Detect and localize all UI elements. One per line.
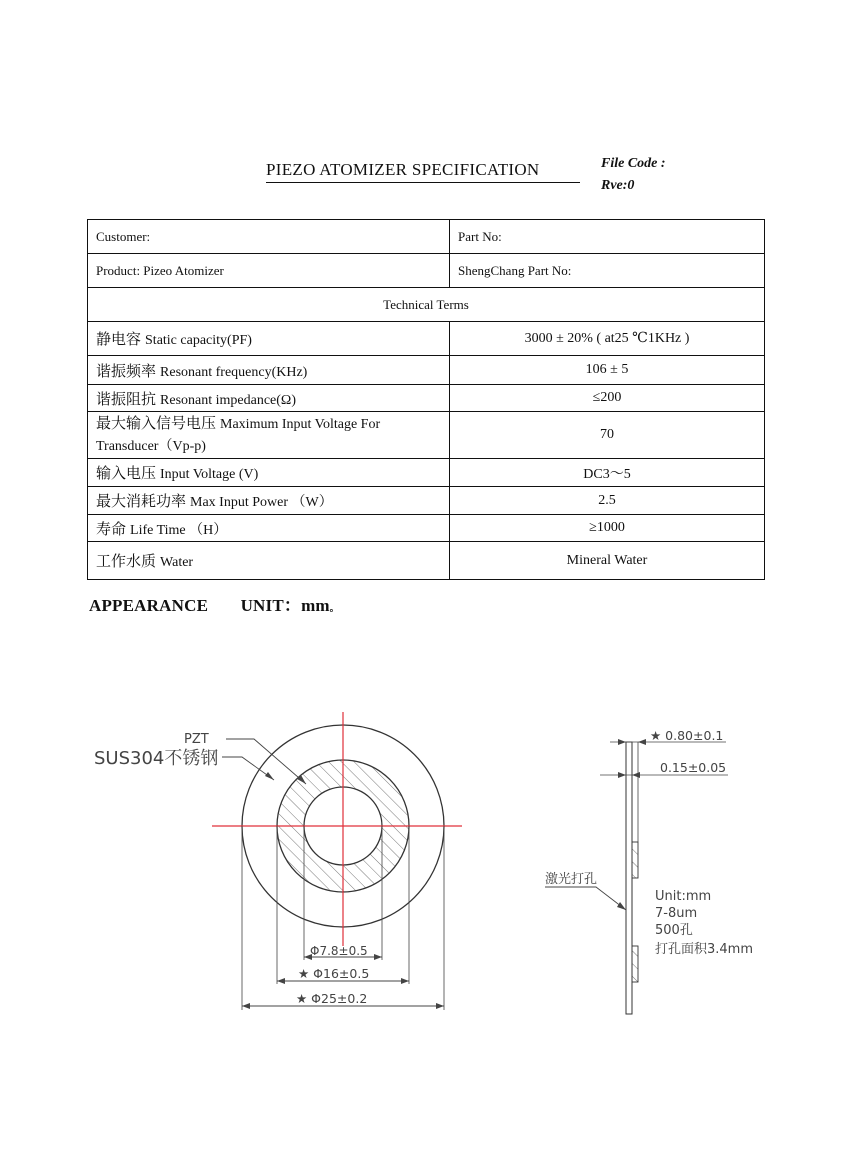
spec-label-en: Life Time （H） [130,522,228,538]
spec-label [88,487,450,515]
technical-terms-header: Technical Terms [88,288,765,322]
spec-label-cn: 静电容 [96,330,142,348]
dimension-mid-text: ★ Φ16±0.5 [298,966,370,981]
spec-label [88,412,450,459]
spec-label-cn: 最大输入信号电压 [96,414,217,432]
pzt-label: PZT [184,732,209,747]
part-no-cell: Part No: [450,220,765,254]
spec-label [88,385,450,412]
document-title: PIEZO ATOMIZER SPECIFICATION [266,160,580,183]
spec-row [88,356,765,385]
unit-label: UNIT：mm [240,596,330,615]
note-size: 7-8um [655,906,698,921]
spec-label-en: Resonant frequency(KHz) [160,364,308,380]
revision-label: Rve:0 [601,178,635,193]
dimension-inner-text: Φ7.8±0.5 [310,944,368,958]
appearance-label: APPEARANCE [89,596,209,615]
file-code-block [601,153,666,197]
appearance-heading [89,591,339,616]
front-view [94,712,462,1010]
appearance-drawing [0,690,850,1030]
thickness-plate-text: 0.15±0.05 [660,760,727,775]
side-view [545,728,753,1014]
spec-label [88,356,450,385]
laser-drilling-label: 激光打孔 [545,872,598,887]
file-code-label: File Code : [601,156,666,171]
table-row [88,254,765,288]
spec-value: 2.5 [450,487,765,515]
customer-cell: Customer: [88,220,450,254]
spec-label-en: Input Voltage (V) [160,467,259,482]
spec-value: ≥1000 [450,515,765,542]
spec-value: 70 [450,412,765,459]
spec-row [88,459,765,487]
spec-row [88,515,765,542]
dimension-outer-text: ★ Φ25±0.2 [296,991,368,1006]
spec-label-cn: 输入电压 [96,464,157,482]
spec-label-cn: 工作水质 [96,552,157,570]
spec-label [88,515,450,542]
pzt-layer-top [632,842,638,878]
unit-suffix: 。 [329,603,339,613]
note-area: 打孔面积3.4mm [655,942,754,957]
spec-row [88,385,765,412]
spec-label-en: Resonant impedance(Ω) [160,392,296,408]
note-unit: Unit:mm [655,889,712,904]
spec-label-en: Max Input Power （W） [190,495,333,510]
product-cell: Product: Pizeo Atomizer [88,254,450,288]
spec-label-en: Static capacity(PF) [145,333,252,348]
table-row [88,288,765,322]
shengchang-part-no-cell: ShengChang Part No: [450,254,765,288]
spec-label [88,542,450,580]
sus304-label: SUS304不锈钢 [94,748,219,769]
spec-label-cn: 最大消耗功率 [96,492,187,510]
table-row [88,220,765,254]
spec-label-en-line2: Transducer（Vp-p) [96,439,206,454]
spec-label-en: Maximum Input Voltage For [220,417,381,432]
spec-label [88,459,450,487]
spec-value: Mineral Water [450,542,765,580]
spec-row [88,322,765,356]
thickness-total-text: ★ 0.80±0.1 [650,728,724,743]
spec-label [88,322,450,356]
spec-value: 106 ± 5 [450,356,765,385]
pzt-layer-bottom [632,946,638,982]
spec-row [88,487,765,515]
spec-label-cn: 寿命 [96,519,127,538]
spec-row [88,542,765,580]
side-plate [626,742,632,1014]
note-holes: 500孔 [655,923,693,938]
spec-value: 3000 ± 20% ( at25 ℃1KHz ) [450,322,765,356]
spec-label-cn: 谐振频率 [96,361,157,380]
spec-row [88,412,765,459]
spec-label-cn: 谐振阻抗 [96,389,157,408]
spec-label-en: Water [160,555,194,570]
spec-value: DC3～5 [450,459,765,487]
spec-table [87,219,765,580]
spec-value: ≤200 [450,385,765,412]
